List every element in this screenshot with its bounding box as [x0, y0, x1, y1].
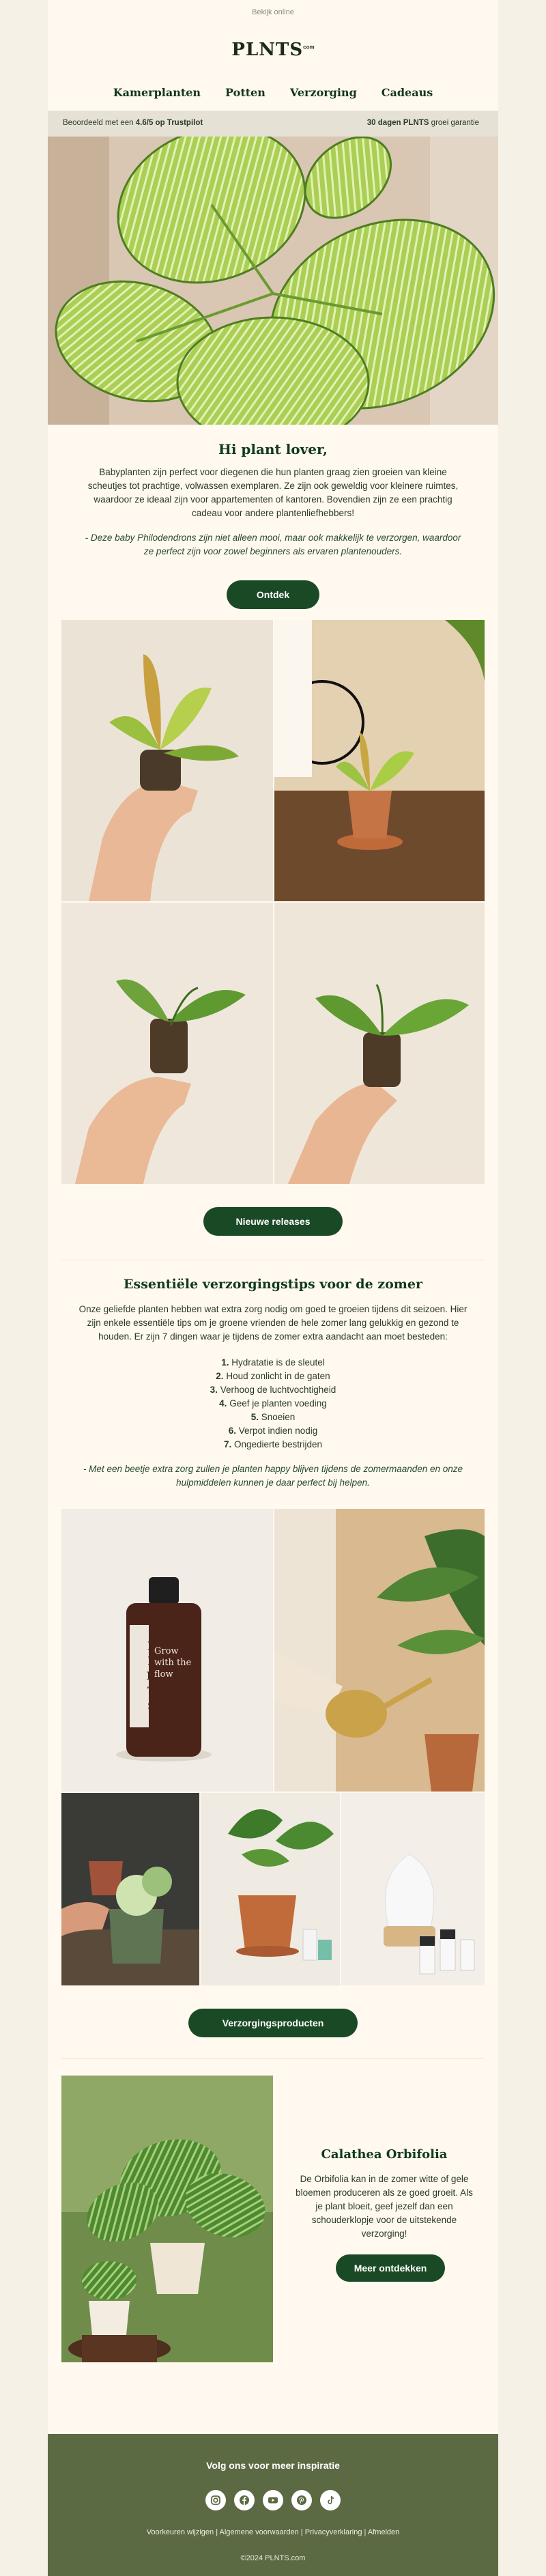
brand-logo[interactable]: [48, 40, 498, 60]
calathea-orbifolia-illustration: [61, 2076, 273, 2362]
care-products-button[interactable]: Verzorgingsproducten: [188, 2009, 358, 2037]
tips-title: Essentiële verzorgingstips voor de zomer: [124, 1277, 422, 1292]
nav-item-potten[interactable]: Potten: [225, 86, 265, 99]
care-photo-repotting[interactable]: [61, 1793, 199, 1985]
care-photo-watering[interactable]: [274, 1509, 485, 1792]
new-releases-button[interactable]: Nieuwe releases: [203, 1207, 343, 1236]
social-links: [48, 2490, 498, 2510]
baby-plant-photo-1[interactable]: [61, 620, 273, 901]
bottle-label: Grow with the flow: [154, 1646, 192, 1680]
youtube-icon[interactable]: [263, 2490, 283, 2510]
follow-us-text: Volg ons voor meer inspiratie: [206, 2460, 340, 2471]
tip-text: Hydratatie is de sleutel: [231, 1357, 325, 1368]
tip-text: Ongedierte bestrijden: [233, 1439, 323, 1449]
baby-plant-photo-4[interactable]: [274, 903, 485, 1184]
care-photo-diffuser[interactable]: [341, 1793, 485, 1985]
view-online-link[interactable]: Bekijk online: [252, 8, 294, 16]
intro-title: Hi plant lover,: [218, 441, 328, 457]
tip-number: 3.: [210, 1385, 218, 1395]
tip-item: [48, 1397, 498, 1411]
tip-text: Verpot indien nodig: [238, 1426, 318, 1436]
instagram-icon[interactable]: [205, 2490, 226, 2510]
tips-body: Onze geliefde planten hebben wat extra zorg nodig om goed te groeien tijdens dit seizoen. Hier zijn enkele essentiële tips om je groene vrienden de hele zomer lang gelukkig en gezond te houden. Er zijn 7 dingen waar je tijdens de zomer extra aandacht aan moet besteden:: [78, 1304, 468, 1342]
email-body: [48, 0, 498, 2576]
repotting-illustration: [61, 1793, 199, 1985]
calathea-orbifolia-photo[interactable]: [61, 2076, 273, 2362]
section-divider: [61, 2058, 485, 2059]
baby-plant-photo-2[interactable]: [274, 620, 485, 901]
logo-suffix: com: [303, 44, 315, 51]
rating-prefix: Beoordeeld met een: [63, 119, 134, 127]
tip-text: Verhoog de luchtvochtigheid: [220, 1385, 336, 1395]
intro-italic: - Deze baby Philodendrons zijn niet alleen mooi, maar ook makkelijk te verzorgen, waardoor ze perfect zijn voor zowel beginners als ervaren plantenouders.: [85, 533, 461, 556]
tip-item: [48, 1424, 498, 1438]
footer-links: Voorkeuren wijzigen | Algemene voorwaarden | Privacyverklaring | Afmelden: [146, 2528, 400, 2536]
trust-bar: [48, 111, 498, 137]
baby-plant-photo-3[interactable]: [61, 903, 273, 1184]
ontdek-button[interactable]: Ontdek: [227, 580, 319, 609]
main-nav: [48, 86, 498, 99]
plant-in-hand-illustration-2: [61, 903, 273, 1184]
pinterest-icon[interactable]: [291, 2490, 312, 2510]
trustpilot-rating[interactable]: [63, 119, 203, 127]
tips-list: [48, 1356, 498, 1452]
care-photo-bottle[interactable]: [61, 1509, 273, 1792]
plant-pot-shelf-illustration: [274, 620, 485, 901]
plant-in-hand-illustration-3: [274, 903, 485, 1184]
watering-can-illustration: [274, 1509, 485, 1792]
feature-title: Calathea Orbifolia: [321, 2147, 448, 2162]
tip-number: 5.: [250, 1412, 259, 1422]
facebook-icon[interactable]: [234, 2490, 255, 2510]
diffuser-illustration: [341, 1793, 485, 1985]
tip-text: Houd zonlicht in de gaten: [226, 1371, 330, 1381]
growth-guarantee[interactable]: [367, 119, 479, 127]
intro-body: Babyplanten zijn perfect voor diegenen die hun planten graag zien groeien van kleine scheutjes tot prachtige, volwassen exemplaren. Ze zijn ook geweldig voor kleinere ruimtes, waardoor ze ideaal zijn voor appartementen of kantoren. Bovendien zijn ze een prachtig cadeau voor andere plantenliefhebbers!: [87, 467, 459, 518]
tip-item: [48, 1370, 498, 1383]
tip-text: Geef je planten voeding: [229, 1398, 327, 1409]
footer-link-privacy[interactable]: Privacyverklaring: [304, 2528, 362, 2536]
tip-item: [48, 1411, 498, 1424]
footer: [48, 2434, 498, 2576]
plant-in-hand-illustration: [61, 620, 273, 901]
more-discover-button[interactable]: Meer ontdekken: [336, 2254, 445, 2282]
nav-item-kamerplanten[interactable]: Kamerplanten: [113, 86, 201, 99]
tip-number: 2.: [216, 1371, 224, 1381]
nav-item-verzorging[interactable]: Verzorging: [289, 86, 357, 99]
plant-tools-illustration: [201, 1793, 340, 1985]
tip-item: [48, 1383, 498, 1397]
tip-item: [48, 1356, 498, 1370]
feature-body: De Orbifolia kan in de zomer witte of gele bloemen produceren als ze goed groeit. Als je plant bloeit, geef jezelf dan een schouderklopje voor de uitstekende verzorging!: [296, 2174, 473, 2239]
tip-number: 6.: [228, 1426, 236, 1436]
guarantee-rest: groei garantie: [431, 119, 479, 127]
tip-text: Snoeien: [261, 1412, 296, 1422]
footer-link-unsubscribe[interactable]: Afmelden: [367, 2528, 400, 2536]
rating-value: 4.6/5 op Trustpilot: [135, 119, 203, 127]
tip-item: [48, 1438, 498, 1452]
footer-link-terms[interactable]: Algemene voorwaarden: [219, 2528, 299, 2536]
logo-text: PLNTS: [231, 40, 304, 60]
guarantee-bold: 30 dagen PLNTS: [367, 119, 429, 127]
hero-image[interactable]: [48, 137, 498, 425]
nav-item-cadeaus[interactable]: Cadeaus: [381, 86, 433, 99]
care-photo-tools[interactable]: [201, 1793, 340, 1985]
tiktok-icon[interactable]: [320, 2490, 341, 2510]
calathea-leaves-illustration: [48, 137, 498, 425]
tips-italic: - Met een beetje extra zorg zullen je planten happy blijven tijdens de zomermaanden en onze hulpmiddelen kunnen je daar perfect bij helpen.: [83, 1464, 463, 1488]
copyright: ©2024 PLNTS.com: [240, 2554, 306, 2562]
tip-number: 1.: [221, 1357, 229, 1368]
tip-number: 4.: [219, 1398, 227, 1409]
bottle-brand: PLNTS: [146, 1639, 157, 1712]
footer-link-preferences[interactable]: Voorkeuren wijzigen: [146, 2528, 214, 2536]
tip-number: 7.: [223, 1439, 232, 1449]
